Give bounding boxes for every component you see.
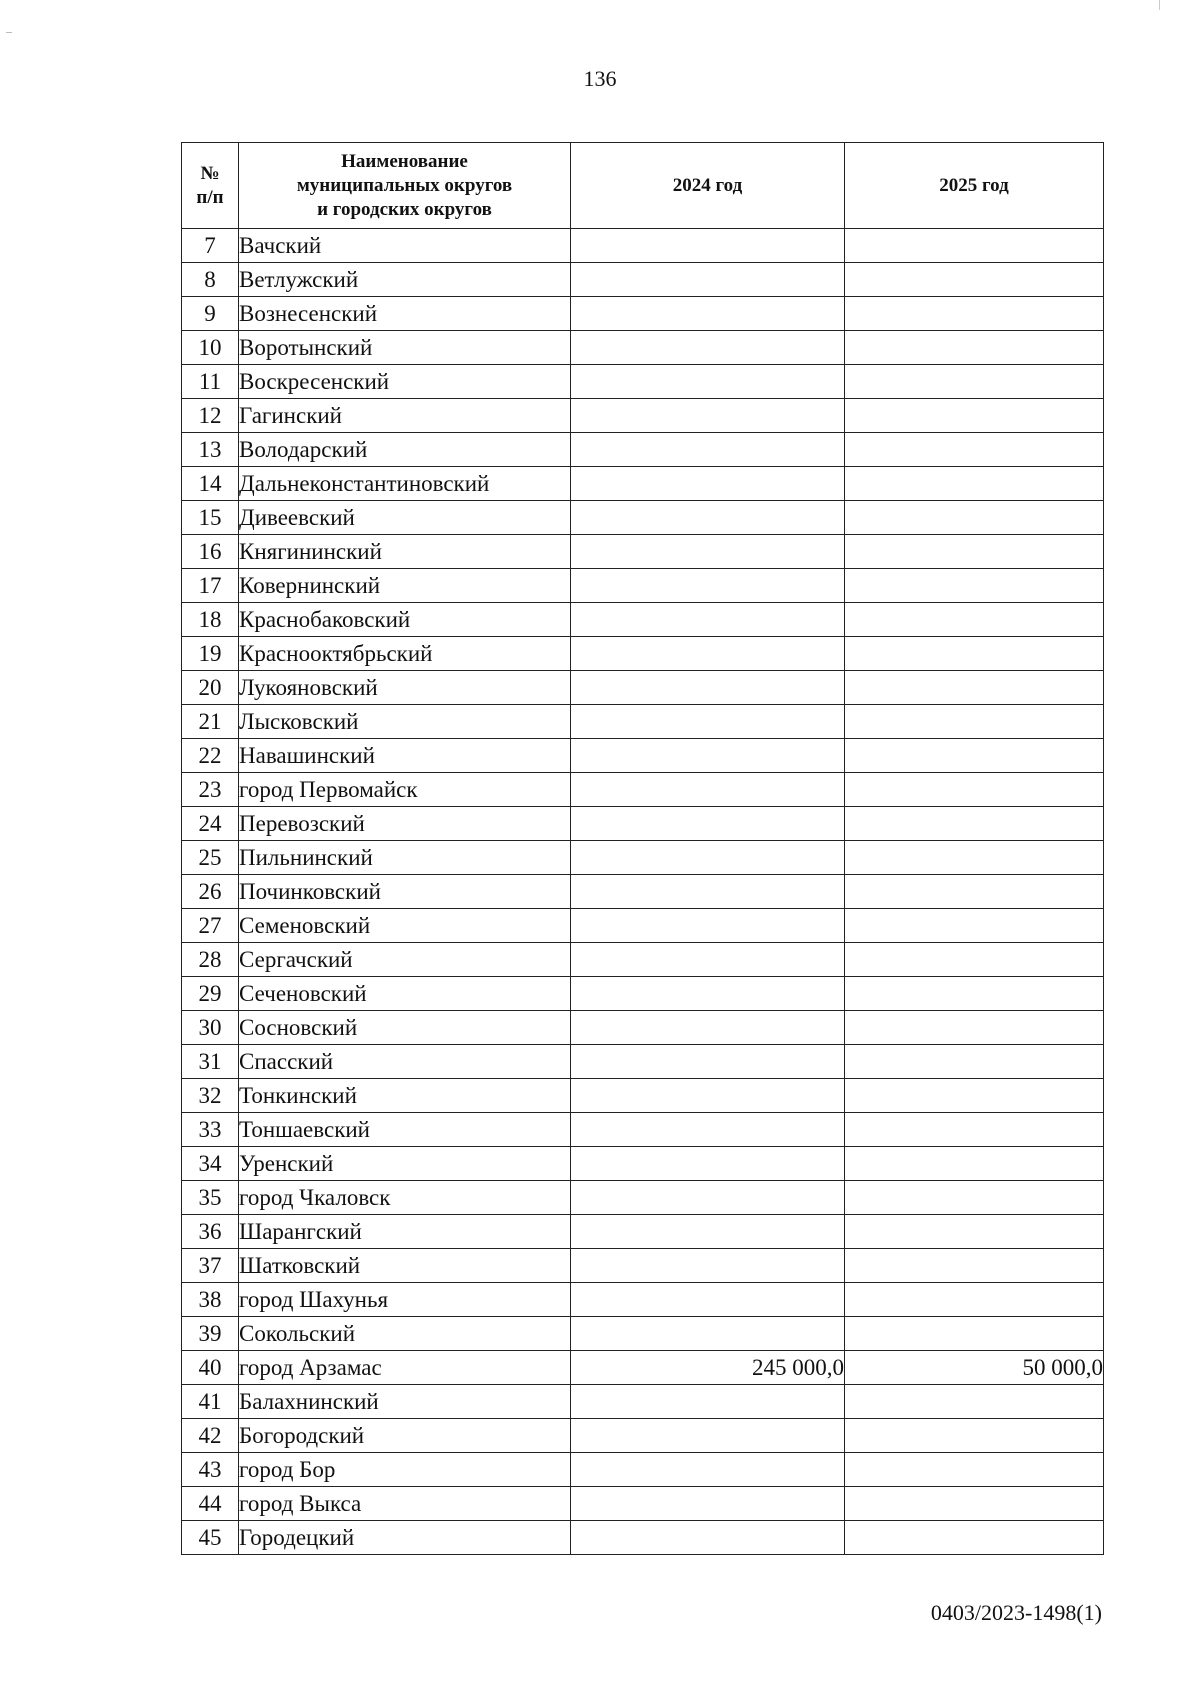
- row-number: 45: [182, 1521, 239, 1555]
- table-row: [182, 399, 1104, 433]
- table-row: [182, 1079, 1104, 1113]
- district-name: город Чкаловск: [239, 1181, 571, 1215]
- value-2024: [571, 297, 845, 331]
- value-2024: [571, 1079, 845, 1113]
- table-row: [182, 1453, 1104, 1487]
- value-2025: [845, 1045, 1104, 1079]
- row-number: 36: [182, 1215, 239, 1249]
- scan-artifact: [1159, 0, 1160, 10]
- value-2025: [845, 773, 1104, 807]
- row-number: 42: [182, 1419, 239, 1453]
- row-number: 26: [182, 875, 239, 909]
- row-number: 7: [182, 229, 239, 263]
- row-number: 31: [182, 1045, 239, 1079]
- table-row: [182, 297, 1104, 331]
- value-2025: [845, 807, 1104, 841]
- district-name: город Выкса: [239, 1487, 571, 1521]
- value-2024: [571, 671, 845, 705]
- district-name: Лукояновский: [239, 671, 571, 705]
- value-2024: [571, 1011, 845, 1045]
- district-name: Вознесенский: [239, 297, 571, 331]
- value-2025: [845, 637, 1104, 671]
- value-2025: [845, 263, 1104, 297]
- value-2024: [571, 1249, 845, 1283]
- value-2024: [571, 467, 845, 501]
- table-row: [182, 1011, 1104, 1045]
- value-2024: [571, 501, 845, 535]
- district-name: Сосновский: [239, 1011, 571, 1045]
- value-2024: [571, 841, 845, 875]
- value-2025: [845, 297, 1104, 331]
- district-name: Богородский: [239, 1419, 571, 1453]
- row-number: 16: [182, 535, 239, 569]
- row-number: 25: [182, 841, 239, 875]
- scan-artifact: [6, 32, 12, 33]
- table-row: [182, 501, 1104, 535]
- value-2024: [571, 1215, 845, 1249]
- district-name: Спасский: [239, 1045, 571, 1079]
- value-2025: [845, 365, 1104, 399]
- value-2025: [845, 603, 1104, 637]
- row-number: 23: [182, 773, 239, 807]
- district-name: Воскресенский: [239, 365, 571, 399]
- value-2025: 50 000,0: [845, 1351, 1104, 1385]
- value-2025: [845, 1011, 1104, 1045]
- value-2024: [571, 875, 845, 909]
- district-name: Сеченовский: [239, 977, 571, 1011]
- table-row: [182, 943, 1104, 977]
- value-2024: [571, 1521, 845, 1555]
- value-2024: [571, 229, 845, 263]
- table-row: [182, 1283, 1104, 1317]
- value-2024: [571, 1453, 845, 1487]
- district-name: Володарский: [239, 433, 571, 467]
- value-2024: [571, 807, 845, 841]
- district-name: Вачский: [239, 229, 571, 263]
- row-number: 14: [182, 467, 239, 501]
- row-number: 22: [182, 739, 239, 773]
- district-name: Лысковский: [239, 705, 571, 739]
- table-row: [182, 739, 1104, 773]
- row-number: 30: [182, 1011, 239, 1045]
- value-2024: [571, 1419, 845, 1453]
- header-2024: 2024 год: [571, 143, 845, 229]
- table-row: [182, 841, 1104, 875]
- value-2025: [845, 1521, 1104, 1555]
- district-name: Уренский: [239, 1147, 571, 1181]
- table-header-row: [182, 143, 1104, 229]
- value-2025: [845, 977, 1104, 1011]
- value-2024: [571, 1283, 845, 1317]
- table-row: [182, 1351, 1104, 1385]
- row-number: 40: [182, 1351, 239, 1385]
- table-row: [182, 1181, 1104, 1215]
- district-name: Балахнинский: [239, 1385, 571, 1419]
- value-2025: [845, 1283, 1104, 1317]
- value-2024: [571, 535, 845, 569]
- row-number: 11: [182, 365, 239, 399]
- value-2024: [571, 1385, 845, 1419]
- row-number: 13: [182, 433, 239, 467]
- value-2025: [845, 1317, 1104, 1351]
- table-row: [182, 331, 1104, 365]
- value-2025: [845, 467, 1104, 501]
- district-name: Краснобаковский: [239, 603, 571, 637]
- row-number: 27: [182, 909, 239, 943]
- value-2025: [845, 1113, 1104, 1147]
- table-row: [182, 807, 1104, 841]
- table-row: [182, 1317, 1104, 1351]
- table-row: [182, 467, 1104, 501]
- row-number: 41: [182, 1385, 239, 1419]
- value-2024: [571, 977, 845, 1011]
- value-2025: [845, 841, 1104, 875]
- value-2025: [845, 1147, 1104, 1181]
- value-2025: [845, 501, 1104, 535]
- district-name: город Бор: [239, 1453, 571, 1487]
- table-row: [182, 705, 1104, 739]
- row-number: 38: [182, 1283, 239, 1317]
- value-2025: [845, 399, 1104, 433]
- value-2024: [571, 943, 845, 977]
- table-row: [182, 1215, 1104, 1249]
- table-row: [182, 603, 1104, 637]
- table-row: [182, 637, 1104, 671]
- district-name: Краснооктябрьский: [239, 637, 571, 671]
- district-name: город Шахунья: [239, 1283, 571, 1317]
- value-2025: [845, 535, 1104, 569]
- row-number: 8: [182, 263, 239, 297]
- value-2024: [571, 365, 845, 399]
- value-2025: [845, 433, 1104, 467]
- table-row: [182, 1487, 1104, 1521]
- table-row: [182, 263, 1104, 297]
- value-2025: [845, 705, 1104, 739]
- value-2025: [845, 229, 1104, 263]
- row-number: 18: [182, 603, 239, 637]
- value-2025: [845, 1385, 1104, 1419]
- table-row: [182, 1249, 1104, 1283]
- value-2024: [571, 399, 845, 433]
- value-2025: [845, 1453, 1104, 1487]
- row-number: 12: [182, 399, 239, 433]
- district-name: Дивеевский: [239, 501, 571, 535]
- page-number: 136: [583, 66, 617, 91]
- district-name: Городецкий: [239, 1521, 571, 1555]
- row-number: 44: [182, 1487, 239, 1521]
- value-2024: 245 000,0: [571, 1351, 845, 1385]
- header-number: № п/п: [182, 143, 239, 229]
- row-number: 28: [182, 943, 239, 977]
- value-2024: [571, 1113, 845, 1147]
- row-number: 20: [182, 671, 239, 705]
- row-number: 17: [182, 569, 239, 603]
- district-name: город Первомайск: [239, 773, 571, 807]
- district-name: Ковернинский: [239, 569, 571, 603]
- row-number: 21: [182, 705, 239, 739]
- district-name: Навашинский: [239, 739, 571, 773]
- table-row: [182, 569, 1104, 603]
- value-2024: [571, 603, 845, 637]
- value-2024: [571, 773, 845, 807]
- district-name: Семеновский: [239, 909, 571, 943]
- row-number: 43: [182, 1453, 239, 1487]
- table-body: [182, 229, 1104, 1555]
- value-2024: [571, 331, 845, 365]
- row-number: 37: [182, 1249, 239, 1283]
- row-number: 32: [182, 1079, 239, 1113]
- value-2025: [845, 1487, 1104, 1521]
- value-2024: [571, 637, 845, 671]
- district-name: Перевозский: [239, 807, 571, 841]
- district-name: Воротынский: [239, 331, 571, 365]
- municipal-districts-table: [181, 142, 1104, 1555]
- value-2025: [845, 331, 1104, 365]
- table-row: [182, 535, 1104, 569]
- table-row: [182, 365, 1104, 399]
- table-row: [182, 433, 1104, 467]
- row-number: 35: [182, 1181, 239, 1215]
- row-number: 29: [182, 977, 239, 1011]
- table-row: [182, 1419, 1104, 1453]
- table-row: [182, 977, 1104, 1011]
- row-number: 24: [182, 807, 239, 841]
- value-2025: [845, 909, 1104, 943]
- value-2024: [571, 263, 845, 297]
- value-2025: [845, 671, 1104, 705]
- value-2025: [845, 943, 1104, 977]
- header-2025: 2025 год: [845, 143, 1104, 229]
- row-number: 34: [182, 1147, 239, 1181]
- row-number: 19: [182, 637, 239, 671]
- value-2024: [571, 1045, 845, 1079]
- value-2024: [571, 705, 845, 739]
- district-name: Шарангский: [239, 1215, 571, 1249]
- value-2025: [845, 569, 1104, 603]
- district-name: Тоншаевский: [239, 1113, 571, 1147]
- district-name: Ветлужский: [239, 263, 571, 297]
- row-number: 39: [182, 1317, 239, 1351]
- district-name: Сокольский: [239, 1317, 571, 1351]
- district-name: Дальнеконстантиновский: [239, 467, 571, 501]
- value-2025: [845, 875, 1104, 909]
- district-name: Починковский: [239, 875, 571, 909]
- value-2025: [845, 1249, 1104, 1283]
- table-row: [182, 671, 1104, 705]
- row-number: 33: [182, 1113, 239, 1147]
- value-2024: [571, 433, 845, 467]
- district-name: город Арзамас: [239, 1351, 571, 1385]
- header-name: Наименование муниципальных округов и городских округов: [239, 143, 571, 229]
- value-2024: [571, 569, 845, 603]
- document-code: 0403/2023-1498(1): [930, 1600, 1102, 1625]
- district-name: Княгининский: [239, 535, 571, 569]
- value-2025: [845, 739, 1104, 773]
- row-number: 9: [182, 297, 239, 331]
- row-number: 10: [182, 331, 239, 365]
- table-row: [182, 229, 1104, 263]
- value-2024: [571, 909, 845, 943]
- district-name: Пильнинский: [239, 841, 571, 875]
- value-2024: [571, 1487, 845, 1521]
- table-row: [182, 875, 1104, 909]
- table-row: [182, 909, 1104, 943]
- district-name: Гагинский: [239, 399, 571, 433]
- table-row: [182, 1147, 1104, 1181]
- row-number: 15: [182, 501, 239, 535]
- value-2025: [845, 1079, 1104, 1113]
- table-row: [182, 1045, 1104, 1079]
- table-row: [182, 1385, 1104, 1419]
- value-2025: [845, 1419, 1104, 1453]
- value-2025: [845, 1181, 1104, 1215]
- table-row: [182, 1113, 1104, 1147]
- district-name: Сергачский: [239, 943, 571, 977]
- value-2025: [845, 1215, 1104, 1249]
- value-2024: [571, 1147, 845, 1181]
- district-name: Шатковский: [239, 1249, 571, 1283]
- district-name: Тонкинский: [239, 1079, 571, 1113]
- value-2024: [571, 739, 845, 773]
- value-2024: [571, 1317, 845, 1351]
- table-row: [182, 1521, 1104, 1555]
- table-row: [182, 773, 1104, 807]
- value-2024: [571, 1181, 845, 1215]
